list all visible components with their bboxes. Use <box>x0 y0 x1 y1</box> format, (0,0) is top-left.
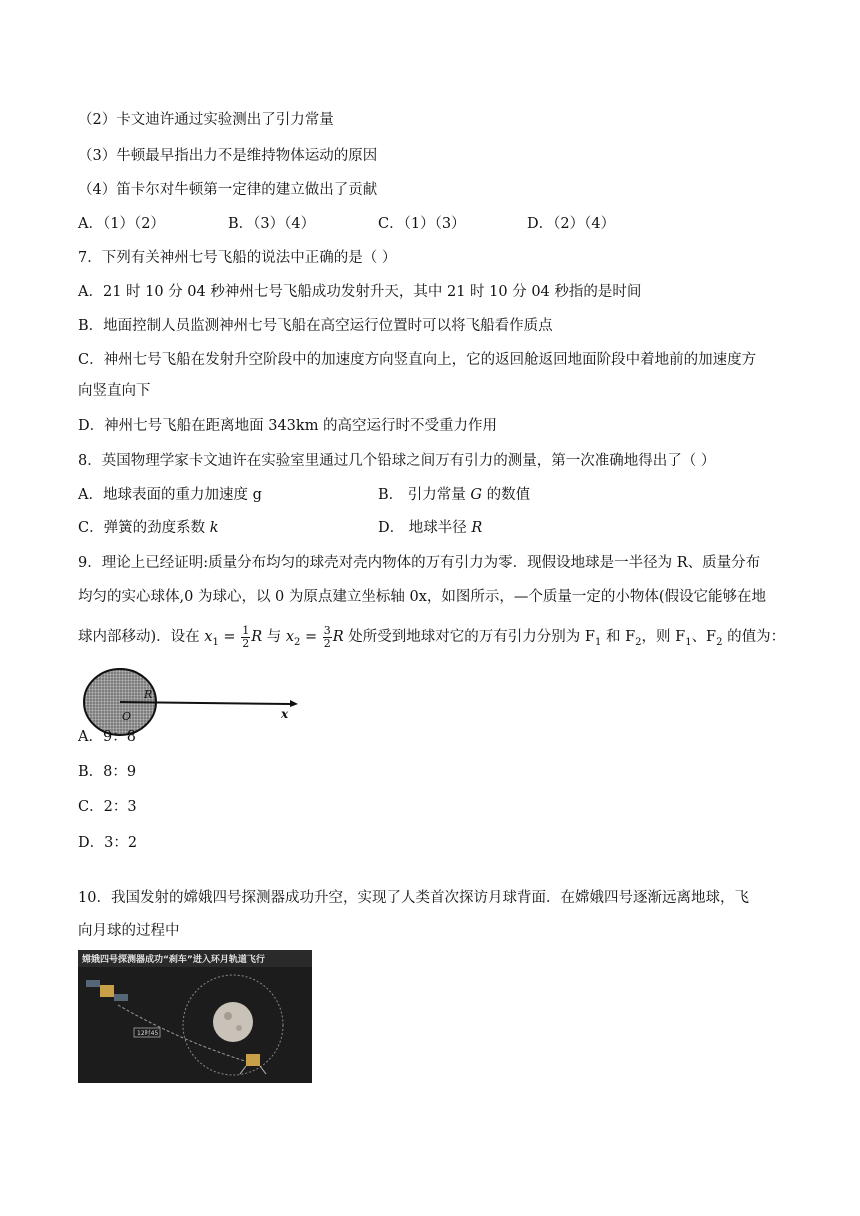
q9-line-3 <box>78 623 785 657</box>
f2-sub: 2 <box>635 636 642 648</box>
f1b-sub: 1 <box>685 636 692 648</box>
frac2-den: 2 <box>323 636 331 650</box>
sep-text: 、F <box>691 629 717 645</box>
equals-2: = <box>300 629 322 645</box>
moon-crater-1 <box>224 1012 232 1020</box>
x1-var: x <box>204 629 213 645</box>
q8-option-b-text: B． 引力常量 <box>378 487 471 503</box>
end-text: 的值为： <box>722 629 786 645</box>
q8-option-d[interactable] <box>378 518 482 538</box>
q10-line-2: 向月球的过程中 <box>78 923 180 939</box>
q8-option-b-var: G <box>470 487 482 503</box>
q9-option-c[interactable]: C．2：3 <box>78 799 137 815</box>
q7-option-a[interactable]: A．21 时 10 分 04 秒神州七号飞船成功发射升天，其中 21 时 10 分 04 秒指的是时间 <box>78 284 642 300</box>
origin-label: O <box>122 710 132 723</box>
q9-line-3-post: 处所受到地球对它的万有引力分别为 F <box>343 629 595 645</box>
tail-text: ，则 F <box>641 629 686 645</box>
connector-yu: 与 <box>262 629 286 645</box>
image-title: 嫦娥四号探测器成功“刹车”进入环月轨道飞行 <box>82 955 265 965</box>
statement-4: （4）笛卡尔对牛顿第一定律的建立做出了贡献 <box>78 182 378 198</box>
statement-3: （3）牛顿最早指出力不是维持物体运动的原因 <box>78 148 378 164</box>
x-axis-label: x <box>281 707 289 721</box>
frac1-den: 2 <box>242 636 250 650</box>
q8-option-d-var: R <box>471 520 483 536</box>
q9-option-a[interactable]: A．9：8 <box>78 729 136 745</box>
q8-option-d-text: D． 地球半径 <box>378 520 472 536</box>
q10-line-1: 10．我国发射的嫦娥四号探测器成功升空，实现了人类首次探访月球背面．在嫦娥四号逐渐远离地球，飞 <box>78 890 749 906</box>
q6-option-a[interactable]: A．（1）（2） <box>78 216 165 232</box>
q7-stem: 7．下列有关神州七号飞船的说法中正确的是（ ） <box>78 250 397 266</box>
q6-option-b[interactable]: B．（3）（4） <box>228 216 316 232</box>
q9-line-3-pre: 球内部移动)．设在 <box>78 629 205 645</box>
q8-option-b-post: 的数值 <box>481 487 531 503</box>
moon <box>213 1002 253 1042</box>
q6-option-c[interactable]: C．（1）（3） <box>378 216 466 232</box>
equals-1: = <box>218 629 241 645</box>
q8-option-c[interactable] <box>78 518 219 538</box>
f2b-sub: 2 <box>716 636 723 648</box>
q8-stem: 8．英国物理学家卡文迪许在实验室里通过几个铅球之间万有引力的测量，第一次准确地得出了（ ） <box>78 453 716 469</box>
f1-sub: 1 <box>594 636 602 648</box>
x2-sub: 2 <box>294 636 301 648</box>
q8-option-a[interactable]: A．地球表面的重力加速度 g <box>78 487 262 503</box>
time-label: 12时45 <box>137 1030 159 1037</box>
frac1-num: 1 <box>242 623 250 637</box>
axis-arrow-icon <box>290 700 298 707</box>
statement-2: （2）卡文迪许通过实验测出了引力常量 <box>78 112 334 128</box>
frac2-num: 3 <box>323 623 331 637</box>
moon-crater-2 <box>236 1025 242 1031</box>
radius-label: R <box>144 688 153 701</box>
q7-option-c-line1[interactable]: C．神州七号飞船在发射升空阶段中的加速度方向竖直向上，它的返回舱返回地面阶段中着地前的加速度方 <box>78 352 757 368</box>
fraction-one-half <box>241 625 250 650</box>
fraction-three-halves <box>323 625 332 650</box>
q7-option-b[interactable]: B．地面控制人员监测神州七号飞船在高空运行位置时可以将飞船看作质点 <box>78 318 553 334</box>
q7-option-c-line2[interactable]: 向竖直向下 <box>78 383 151 399</box>
q8-option-c-text: C．弹簧的劲度系数 <box>78 520 210 536</box>
x2-var: x <box>285 629 295 645</box>
image-background <box>78 950 312 1083</box>
r-var-1: R <box>251 629 263 645</box>
q9-option-b[interactable]: B．8：9 <box>78 764 137 780</box>
q9-line-1: 9．理论上已经证明:质量分布均匀的球壳对壳内物体的万有引力为零．现假设地球是一半径为 R、质量分布 <box>78 555 761 571</box>
q9-option-d[interactable]: D．3：2 <box>78 835 138 851</box>
q8-option-b[interactable] <box>378 485 530 505</box>
q7-option-d[interactable]: D．神州七号飞船在距离地面 343km 的高空运行时不受重力作用 <box>78 418 498 434</box>
q9-line-2: 均匀的实心球体,0 为球心，以 0 为原点建立坐标轴 0x，如图所示，—个质量一定的小物体(假设它能够在地 <box>78 589 767 605</box>
q8-option-c-var: k <box>209 520 219 536</box>
and-text: 和 F <box>601 629 636 645</box>
change4-orbit-image <box>78 950 312 1083</box>
x1-sub: 1 <box>212 636 219 648</box>
q6-option-d[interactable]: D．（2）（4） <box>527 216 616 232</box>
r-var-2: R <box>332 629 344 645</box>
